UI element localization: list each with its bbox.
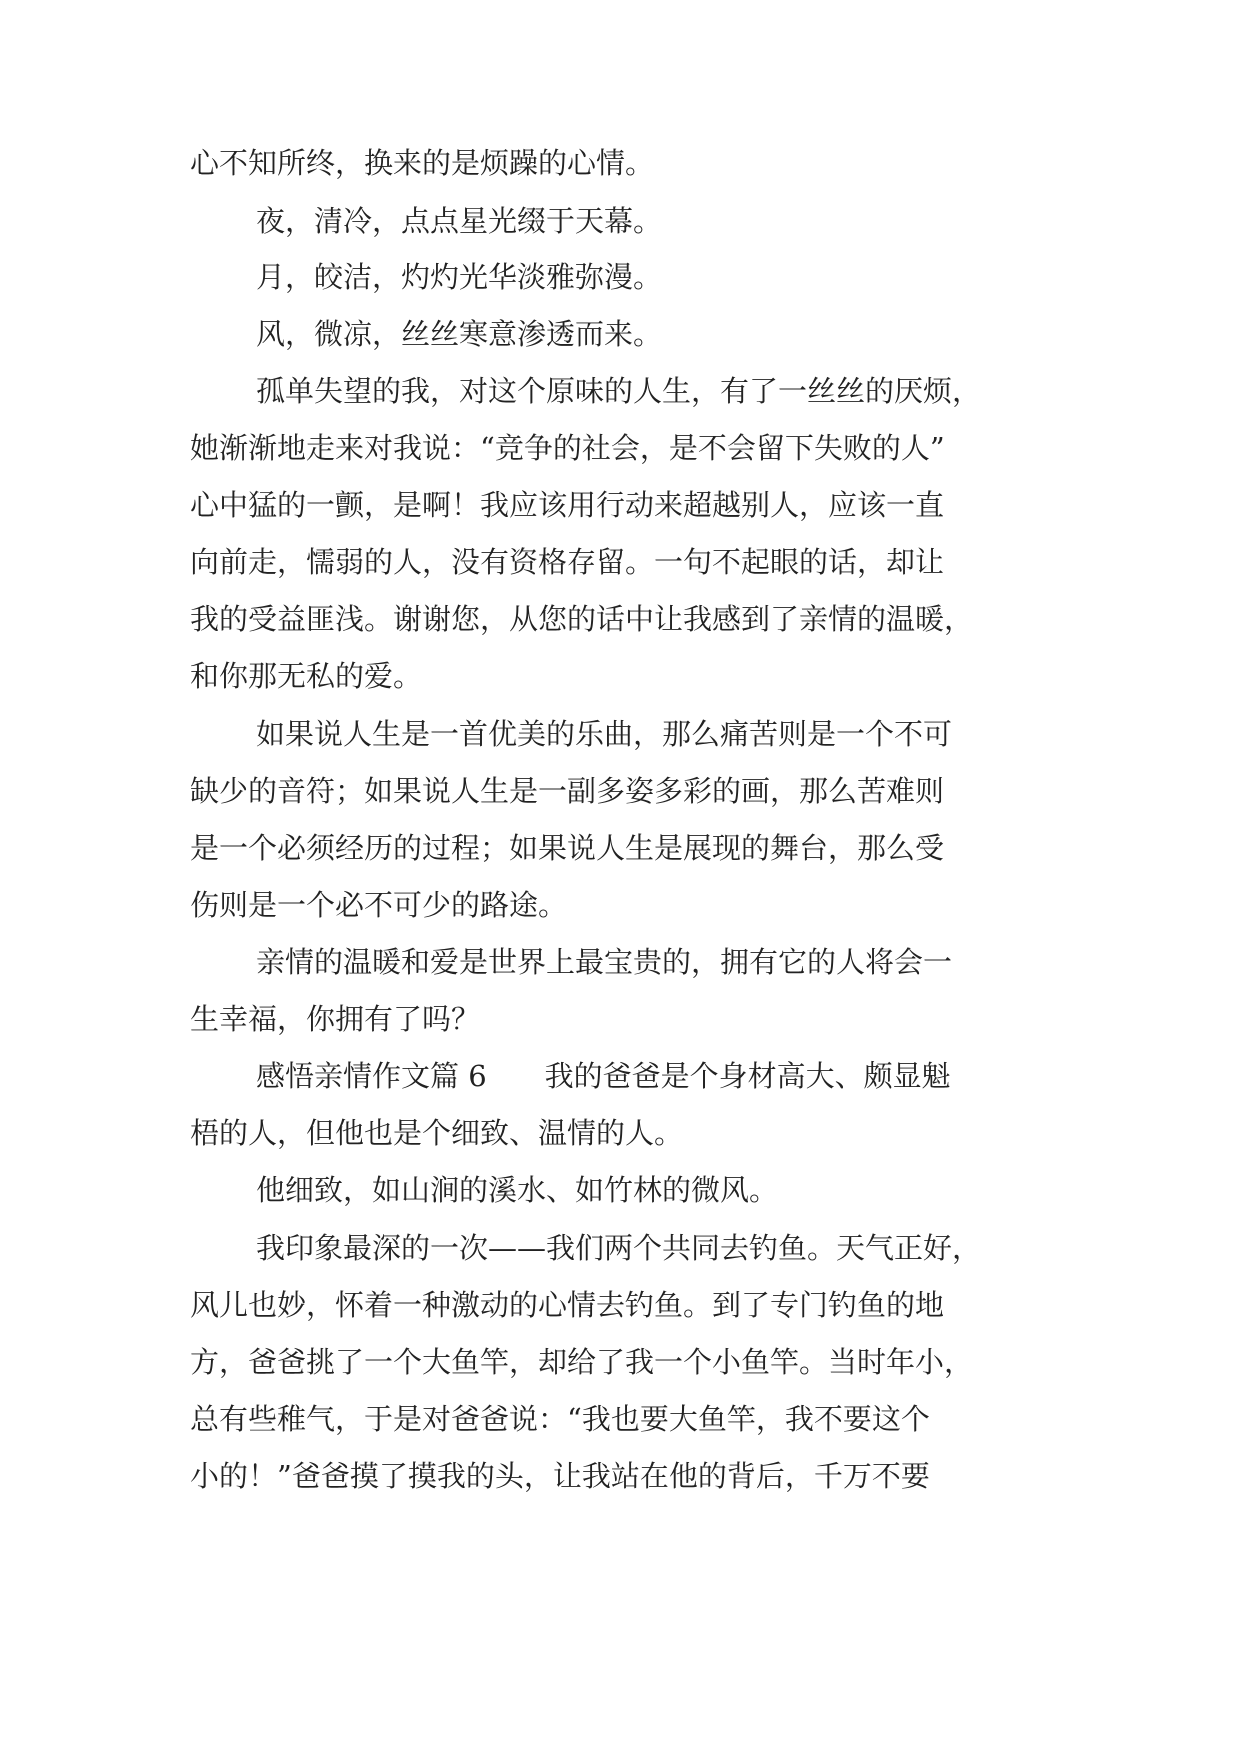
- text-line-9: 我的受益匪浅。谢谢您，从您的话中让我感到了亲情的温暖，: [190, 602, 974, 636]
- text-line-3: 月，皎洁，灼灼光华淡雅弥漫。: [256, 260, 663, 294]
- text-line-16: 生幸福，你拥有了吗？: [190, 1002, 481, 1036]
- text-line-6: 她渐渐地走来对我说：“竞争的社会，是不会留下失败的人”: [190, 431, 945, 465]
- text-line-11: 如果说人生是一首优美的乐曲，那么痛苦则是一个不可: [256, 717, 953, 751]
- text-line-12: 缺少的音符；如果说人生是一副多姿多彩的画，那么苦难则: [190, 774, 945, 808]
- text-line-15: 亲情的温暖和爱是世界上最宝贵的，拥有它的人将会一: [256, 945, 953, 979]
- text-line-5: 孤单失望的我，对这个原味的人生，有了一丝丝的厌烦，: [256, 374, 982, 408]
- text-line-20: 我印象最深的一次——我们两个共同去钓鱼。天气正好，: [256, 1231, 982, 1265]
- text-line-14: 伤则是一个必不可少的路途。: [190, 888, 568, 922]
- text-line-17: 感悟亲情作文篇 6 我的爸爸是个身材高大、颇显魁: [256, 1059, 951, 1093]
- text-line-19: 他细致，如山涧的溪水、如竹林的微风。: [256, 1173, 779, 1207]
- text-line-24: 小的！”爸爸摸了摸我的头，让我站在他的背后，千万不要: [190, 1459, 930, 1493]
- text-line-8: 向前走，懦弱的人，没有资格存留。一句不起眼的话，却让: [190, 545, 945, 579]
- text-line-22: 方，爸爸挑了一个大鱼竿，却给了我一个小鱼竿。当时年小，: [190, 1345, 974, 1379]
- text-line-1: 心不知所终，换来的是烦躁的心情。: [190, 146, 655, 180]
- text-line-2: 夜，清冷，点点星光缀于天幕。: [256, 204, 663, 238]
- text-line-18: 梧的人，但他也是个细致、温情的人。: [190, 1116, 684, 1150]
- text-line-13: 是一个必须经历的过程；如果说人生是展现的舞台，那么受: [190, 831, 945, 865]
- text-line-7: 心中猛的一颤，是啊！我应该用行动来超越别人，应该一直: [190, 488, 945, 522]
- text-line-21: 风儿也妙，怀着一种激动的心情去钓鱼。到了专门钓鱼的地: [190, 1288, 945, 1322]
- text-line-10: 和你那无私的爱。: [190, 659, 423, 693]
- text-line-23: 总有些稚气，于是对爸爸说：“我也要大鱼竿，我不要这个: [190, 1402, 930, 1436]
- text-line-4: 风，微凉，丝丝寒意渗透而来。: [256, 317, 663, 351]
